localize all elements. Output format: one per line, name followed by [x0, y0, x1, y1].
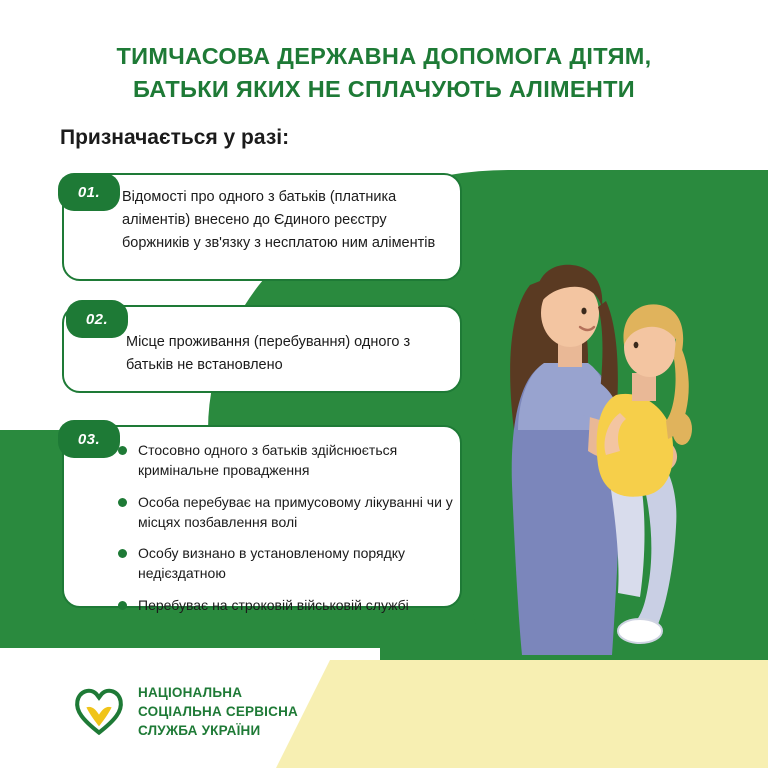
- list-item: Особу визнано в установленому порядку недієздатною: [118, 543, 458, 584]
- heart-logo-icon: [72, 684, 126, 738]
- footer-line-3: СЛУЖБА УКРАЇНИ: [138, 722, 261, 738]
- page-title: [0, 40, 768, 107]
- footer-yellow-band: [330, 660, 768, 768]
- condition-badge-1: 01.: [58, 173, 120, 211]
- mother-and-child-illustration: [470, 215, 768, 665]
- page-subtitle: Призначається у разі:: [60, 126, 290, 149]
- page-title-line-2: БАТЬКИ ЯКИХ НЕ СПЛАЧУЮТЬ АЛІМЕНТИ: [132, 76, 636, 103]
- condition-badge-3: 03.: [58, 420, 120, 458]
- footer-logo-block: [72, 683, 298, 740]
- list-item: Особа перебуває на примусовому лікуванні чи у місцях позбавлення волі: [118, 492, 458, 533]
- footer-text: [138, 683, 298, 740]
- condition-badge-2: 02.: [66, 300, 128, 338]
- footer-line-1: НАЦІОНАЛЬНА: [138, 684, 243, 700]
- condition-text-2: Місце проживання (перебування) одного з батьків не встановлено: [126, 334, 411, 373]
- list-item: Перебуває на строковій військовій службі: [118, 595, 458, 615]
- condition-text-1: Відомості про одного з батьків (платника аліментів) внесено до Єдиного реєстру боржників у зв'язку з несплатою ним аліментів: [122, 189, 436, 251]
- condition-list-3: [118, 440, 458, 626]
- page-title-line-1: ТИМЧАСОВА ДЕРЖАВНА ДОПОМОГА ДІТЯМ,: [116, 43, 652, 69]
- list-item: Стосовно одного з батьків здійснюється кримінальне провадження: [118, 440, 458, 481]
- footer-line-2: СОЦІАЛЬНА СЕРВІСНА: [138, 703, 298, 719]
